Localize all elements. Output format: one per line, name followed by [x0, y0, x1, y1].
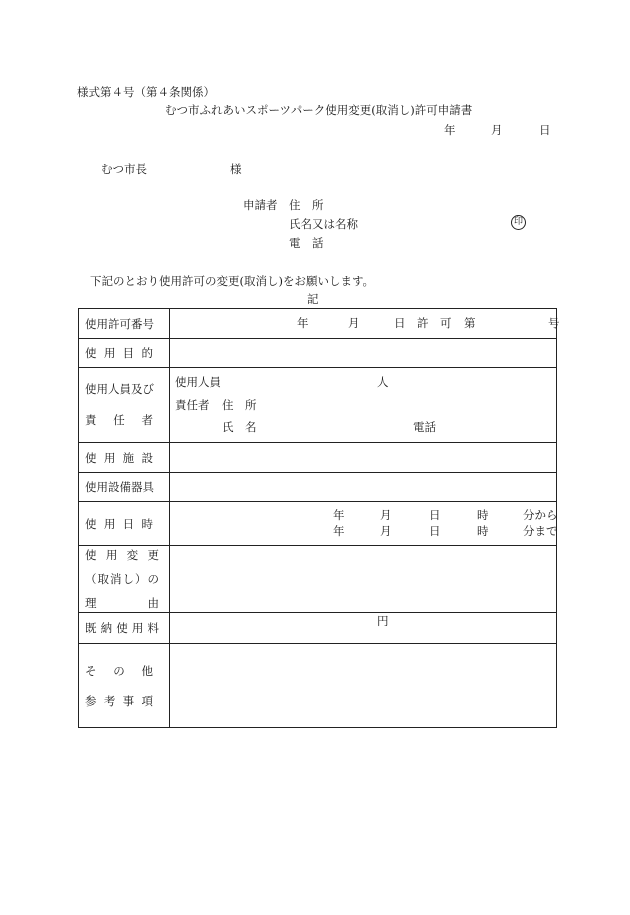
purpose-cell[interactable] — [170, 339, 557, 368]
persons-label-line2: 責 任 者 — [85, 413, 153, 427]
row-purpose — [79, 339, 557, 368]
to-day: 日 — [429, 524, 441, 538]
row-reason — [79, 546, 557, 613]
to-hour: 時 — [477, 524, 489, 538]
other-label — [79, 644, 170, 728]
from-year: 年 — [333, 508, 345, 522]
fee-unit: 円 — [377, 614, 389, 628]
row-equipment — [79, 473, 557, 502]
datetime-label: 使 用 日 時 — [79, 502, 170, 546]
note-mark: 記 — [307, 292, 319, 306]
equipment-cell[interactable] — [170, 473, 557, 502]
purpose-label: 使 用 目 的 — [79, 339, 170, 368]
permit-kyo: 許 — [417, 316, 429, 330]
datetime-cell[interactable] — [170, 502, 557, 546]
reason-label-line1: 使 用 変 更 — [85, 548, 159, 562]
date-day: 日 — [539, 123, 551, 137]
form-number: 様式第４号（第４条関係） — [77, 85, 215, 99]
reason-label-line2: （ 取 消 し ） の — [85, 572, 159, 586]
other-label-line2: 参 考 事 項 — [85, 693, 153, 708]
addressee-honorific: 様 — [230, 162, 242, 176]
row-persons — [79, 368, 557, 443]
other-cell[interactable] — [170, 644, 557, 728]
other-label-line1: そ の 他 — [85, 663, 153, 678]
permit-day: 日 — [394, 316, 406, 330]
row-fee — [79, 613, 557, 644]
persons-cell[interactable] — [170, 368, 557, 443]
row-facility — [79, 443, 557, 473]
addressee-name: むつ市長 — [101, 162, 147, 176]
document-title: むつ市ふれあいスポーツパーク使用変更(取消し)許可申請書 — [165, 103, 473, 117]
permit-number-cell[interactable] — [170, 309, 560, 339]
responsible-phone-label: 電話 — [413, 420, 436, 434]
permit-dai: 第 — [464, 316, 476, 330]
from-day: 日 — [429, 508, 441, 522]
applicant-address-label: 住 所 — [289, 198, 324, 212]
from-hour: 時 — [477, 508, 489, 522]
to-minute: 分まで — [523, 524, 558, 538]
facility-label: 使 用 施 設 — [79, 443, 170, 473]
application-table — [78, 308, 560, 728]
applicant-label: 申請者 — [243, 198, 278, 212]
from-minute: 分から — [523, 508, 558, 522]
equipment-label: 使用設備器具 — [79, 473, 170, 502]
row-other — [79, 644, 557, 728]
to-month: 月 — [380, 524, 392, 538]
date-month: 月 — [491, 123, 503, 137]
applicant-phone-label: 電 話 — [289, 236, 324, 250]
permit-ka: 可 — [440, 316, 452, 330]
reason-label — [79, 546, 170, 613]
responsible-address-label: 住 所 — [222, 398, 257, 412]
permit-month: 月 — [348, 316, 360, 330]
seal-mark: 印 — [511, 215, 526, 230]
row-permit-number — [79, 309, 557, 339]
permit-go: 号 — [548, 316, 560, 330]
facility-cell[interactable] — [170, 443, 557, 473]
persons-count-unit: 人 — [377, 375, 389, 389]
persons-count-label: 使用人員 — [175, 375, 221, 389]
date-year: 年 — [444, 123, 456, 137]
to-year: 年 — [333, 524, 345, 538]
from-month: 月 — [380, 508, 392, 522]
permit-year: 年 — [297, 316, 309, 330]
responsible-label: 責任者 — [175, 398, 210, 412]
intro-text: 下記のとおり使用許可の変更(取消し)をお願いします。 — [90, 274, 375, 288]
fee-cell[interactable] — [170, 613, 557, 644]
applicant-name-label: 氏名又は名称 — [289, 217, 358, 231]
fee-label: 既 納 使 用 料 — [79, 613, 170, 644]
reason-cell[interactable] — [170, 546, 557, 613]
persons-label — [79, 368, 170, 443]
reason-label-line3: 理 由 — [85, 596, 159, 610]
persons-label-line1: 使用人員及び — [85, 382, 154, 396]
responsible-name-label: 氏 名 — [222, 420, 257, 434]
permit-number-label: 使用許可番号 — [79, 309, 170, 339]
row-datetime — [79, 502, 557, 546]
